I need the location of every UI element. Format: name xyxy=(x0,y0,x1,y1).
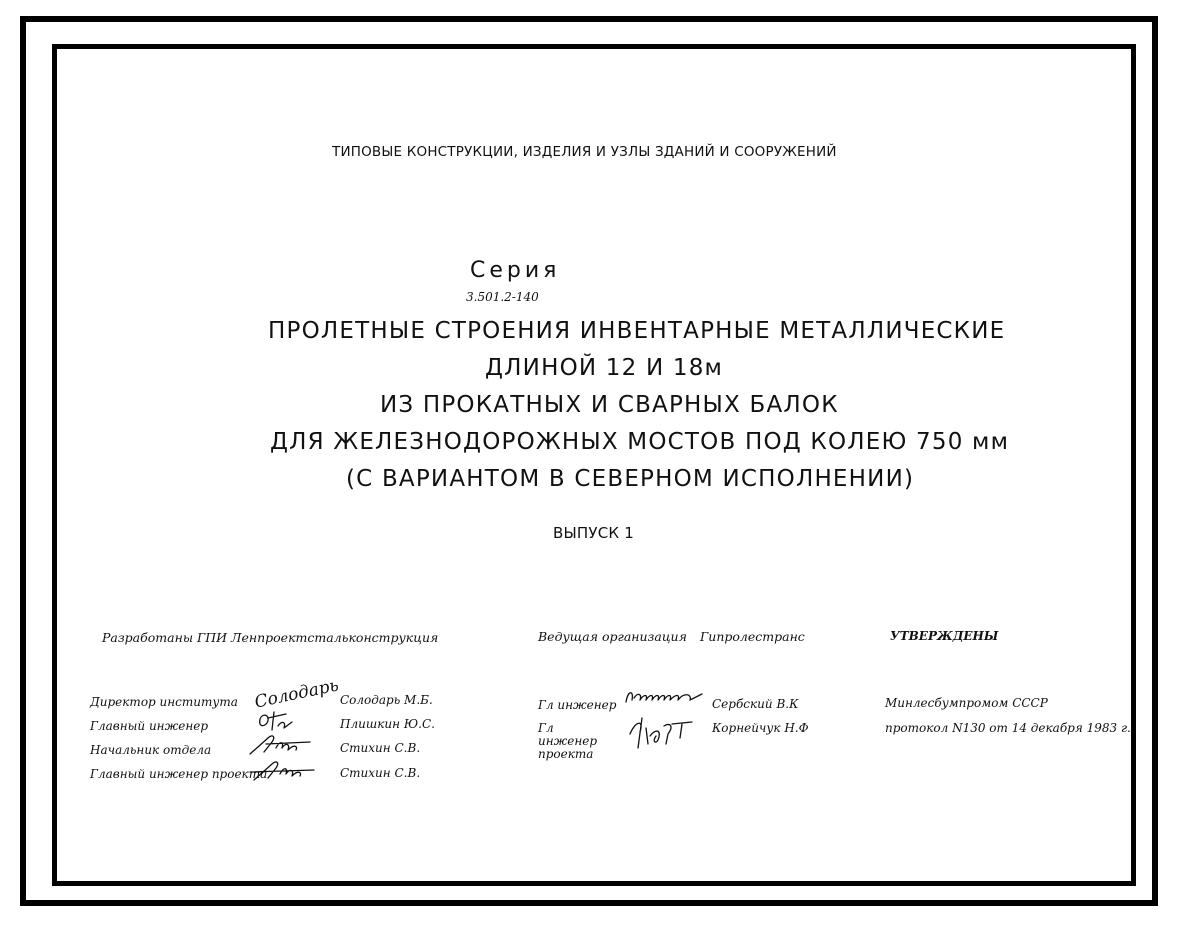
signature-director: Солодарь xyxy=(252,675,341,713)
staff-role-1: Директор института xyxy=(90,695,238,709)
signature-lead-engineer xyxy=(622,686,708,708)
staff-name-1: Солодарь М.Б. xyxy=(340,693,433,707)
lead-role-1: Гл инженер xyxy=(538,698,617,712)
approval-ministry: Минлесбумпромом СССР xyxy=(885,696,1048,710)
series-type-header: ТИПОВЫЕ КОНСТРУКЦИИ, ИЗДЕЛИЯ И УЗЛЫ ЗДАНИЙ И СООРУЖЕНИЙ xyxy=(332,144,837,160)
staff-role-3: Начальник отдела xyxy=(90,743,212,757)
lead-name-1: Сербский В.К xyxy=(712,697,799,711)
signature-lead-project-engineer xyxy=(626,714,698,754)
approval-protocol: протокол N130 от 14 декабря 1983 г. xyxy=(885,721,1131,735)
issue-label: ВЫПУСК 1 xyxy=(553,524,634,542)
signature-dept-head xyxy=(246,730,316,758)
staff-name-2: Плишкин Ю.С. xyxy=(340,717,435,731)
series-number: 3.501.2-140 xyxy=(466,290,539,304)
staff-name-4: Стихин С.В. xyxy=(340,766,421,780)
lead-name-2: Корнейчук Н.Ф xyxy=(712,721,809,735)
approval-heading: УТВЕРЖДЕНЫ xyxy=(890,629,999,643)
title-line-1: ПРОЛЕТНЫЕ СТРОЕНИЯ ИНВЕНТАРНЫЕ МЕТАЛЛИЧЕСКИЕ xyxy=(268,318,1006,344)
signature-project-engineer xyxy=(250,756,320,784)
staff-role-4: Главный инженер проекта xyxy=(90,767,268,781)
lead-org-name: Гипролестранс xyxy=(700,629,805,644)
title-line-3: ИЗ ПРОКАТНЫХ И СВАРНЫХ БАЛОК xyxy=(380,392,839,418)
staff-role-2: Главный инженер xyxy=(90,719,209,733)
title-line-2: ДЛИНОЙ 12 И 18м xyxy=(485,355,724,381)
developer-heading: Разработаны ГПИ Ленпроектстальконструкция xyxy=(102,630,439,645)
series-label: Серия xyxy=(470,258,561,283)
staff-name-3: Стихин С.В. xyxy=(340,741,421,755)
lead-org-label: Ведущая организация xyxy=(538,629,687,644)
title-line-5: (С ВАРИАНТОМ В СЕВЕРНОМ ИСПОЛНЕНИИ) xyxy=(346,466,915,492)
lead-role-2: Гл инженер проекта xyxy=(538,721,598,761)
title-line-4: ДЛЯ ЖЕЛЕЗНОДОРОЖНЫХ МОСТОВ ПОД КОЛЕЮ 750 мм xyxy=(270,429,1010,455)
